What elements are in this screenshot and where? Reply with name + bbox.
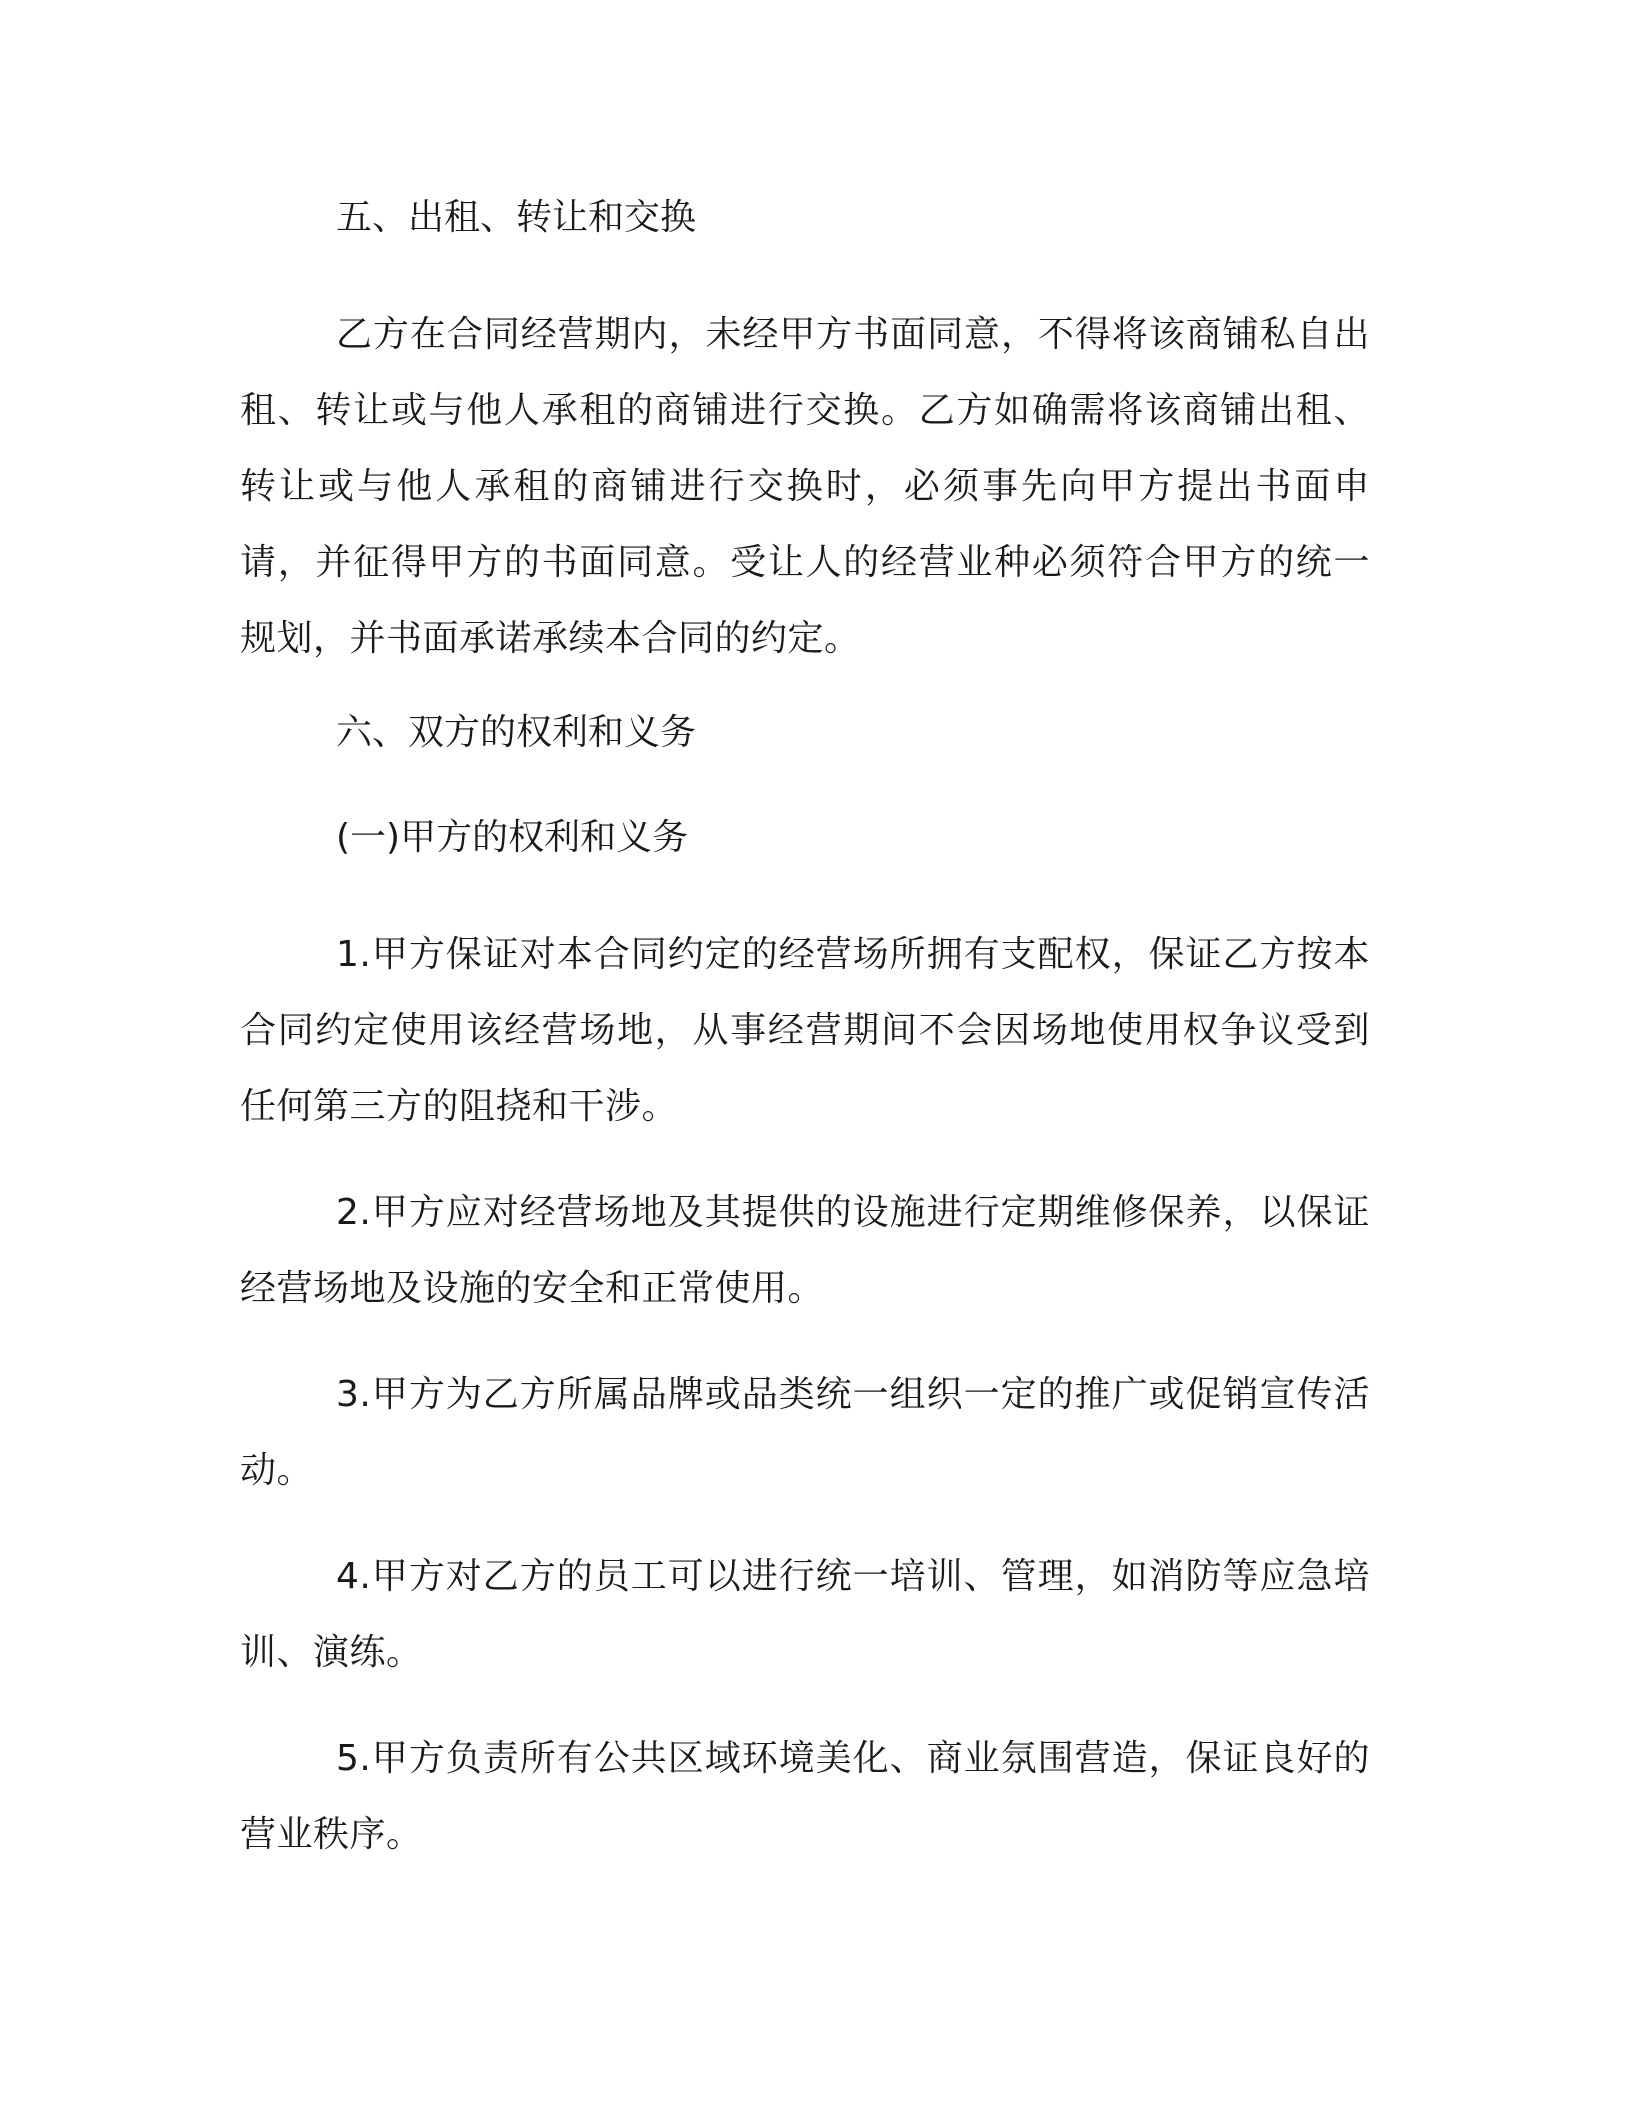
section-6-heading: 六、双方的权利和义务	[336, 712, 697, 753]
section-5-heading: 五、出租、转让和交换	[336, 197, 697, 238]
clause-item-4: 4.甲方对乙方的员工可以进行统一培训、管理，如消防等应急培训、演练。	[240, 1556, 1370, 1673]
section-6-subheading: (一)甲方的权利和义务	[336, 817, 689, 858]
clause-item-3: 3.甲方为乙方所属品牌或品类统一组织一定的推广或促销宣传活动。	[240, 1374, 1370, 1491]
document-content	[240, 192, 1370, 1903]
clause-item-5: 5.甲方负责所有公共区域环境美化、商业氛围营造，保证良好的营业秩序。	[240, 1738, 1370, 1855]
clause-item-2: 2.甲方应对经营场地及其提供的设施进行定期维修保养，以保证经营场地及设施的安全和正常使用。	[240, 1192, 1370, 1309]
section-5-body: 乙方在合同经营期内，未经甲方书面同意，不得将该商铺私自出租、转让或与他人承租的商铺进行交换。乙方如确需将该商铺出租、转让或与他人承租的商铺进行交换时，必须事先向甲方提出书面申请，并征得甲方的书面同意。受让人的经营业种必须符合甲方的统一规划，并书面承诺承续本合同的约定。	[240, 314, 1370, 659]
clause-item-1: 1.甲方保证对本合同约定的经营场所拥有支配权，保证乙方按本合同约定使用该经营场地，从事经营期间不会因场地使用权争议受到任何第三方的阻挠和干涉。	[240, 934, 1370, 1127]
